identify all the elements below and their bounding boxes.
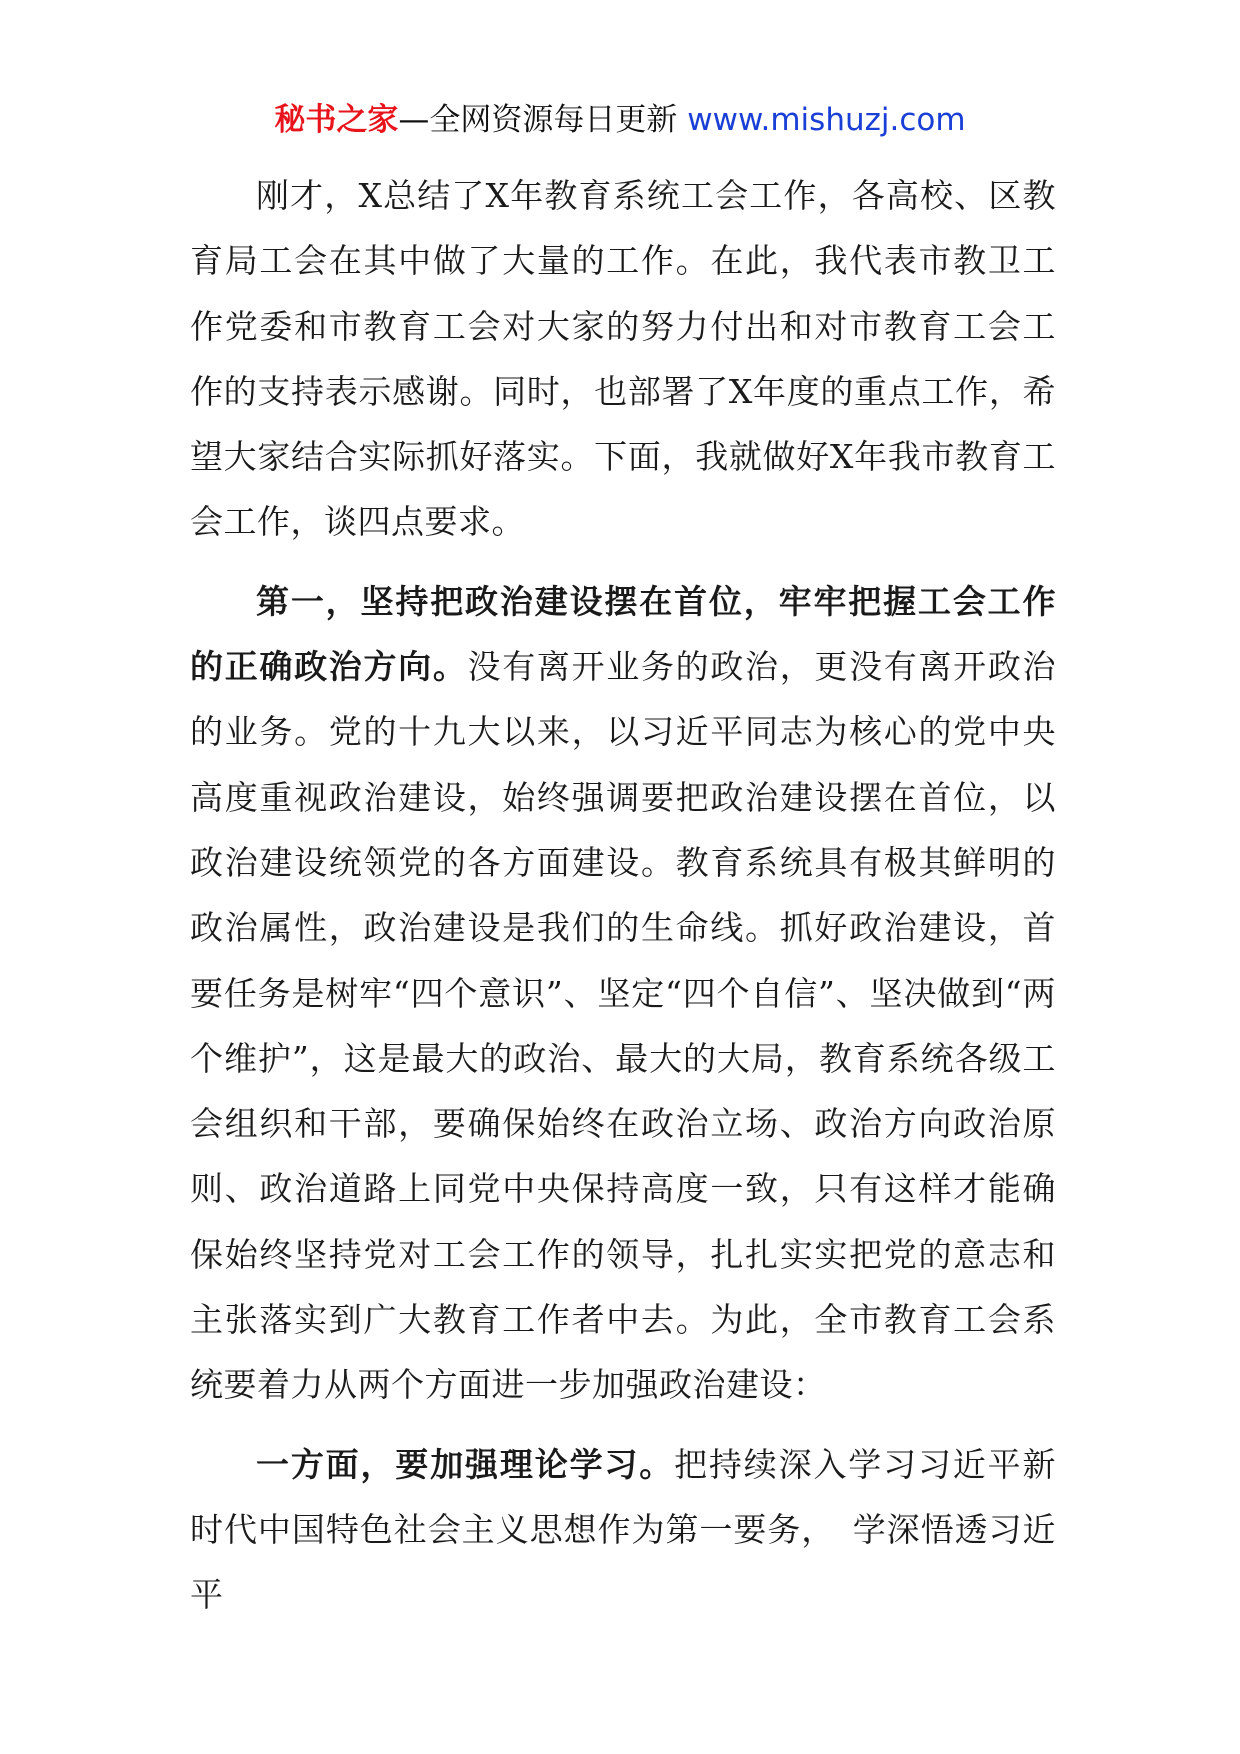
paragraph-text: 刚才，X总结了X年教育系统工会工作，各高校、区教育局工会在其中做了大量的工作。在此，我代表市教卫工作党委和市教育工会对大家的努力付出和对市教育工会工作的支持表示感谢。同时，也部署了X年度的重点工作，希望大家结合实际抓好落实。下面，我就做好X年我市教育工会工作，谈四点要求。 — [190, 176, 1056, 542]
paragraph-theory-study — [190, 1432, 1056, 1628]
header-brand: 秘书之家 — [274, 102, 399, 138]
paragraph-intro — [190, 163, 1056, 555]
header-tagline: —全网资源每日更新 — [398, 102, 678, 138]
paragraph-text: 把持续深入学习习近平新时代中国特色社会主义思想作为第一要务， 学深悟透习近平 — [190, 1444, 1057, 1615]
header-url-link[interactable]: www.mishuzj.com — [687, 102, 966, 138]
paragraph-text: 没有离开业务的政治，更没有离开政治的业务。党的十九大以来，以习近平同志为核心的党中央高度重视政治建设，始终强调要把政治建设摆在首位，以政治建设统领党的各方面建设。教育系统具有极其鲜明的政治属性，政治建设是我们的生命线。抓好政治建设，首要任务是树牢“四个意识”、坚定“四个自信”、坚决做到“两个维护”，这是最大的政治、最大的大局，教育系统各级工会组织和干部，要确保始终在政治立场、政治方向政治原则、政治道路上同党中央保持高度一致，只有这样才能确保始终坚持党对工会工作的领导，扎扎实实把党的意志和主张落实到广大教育工作者中去。为此，全市教育工会系统要着力从两个方面进一步加强政治建设： — [190, 647, 1056, 1405]
paragraph-first-point — [190, 569, 1056, 1418]
document-body — [190, 163, 1056, 1628]
paragraph-lead: 一方面，要加强理论学习。 — [256, 1444, 675, 1484]
page-header — [0, 100, 1240, 140]
paragraph-lead: 第一，坚持把政治建设摆在首位，牢牢把握工会工作的正确政治方向。 — [190, 581, 1056, 687]
